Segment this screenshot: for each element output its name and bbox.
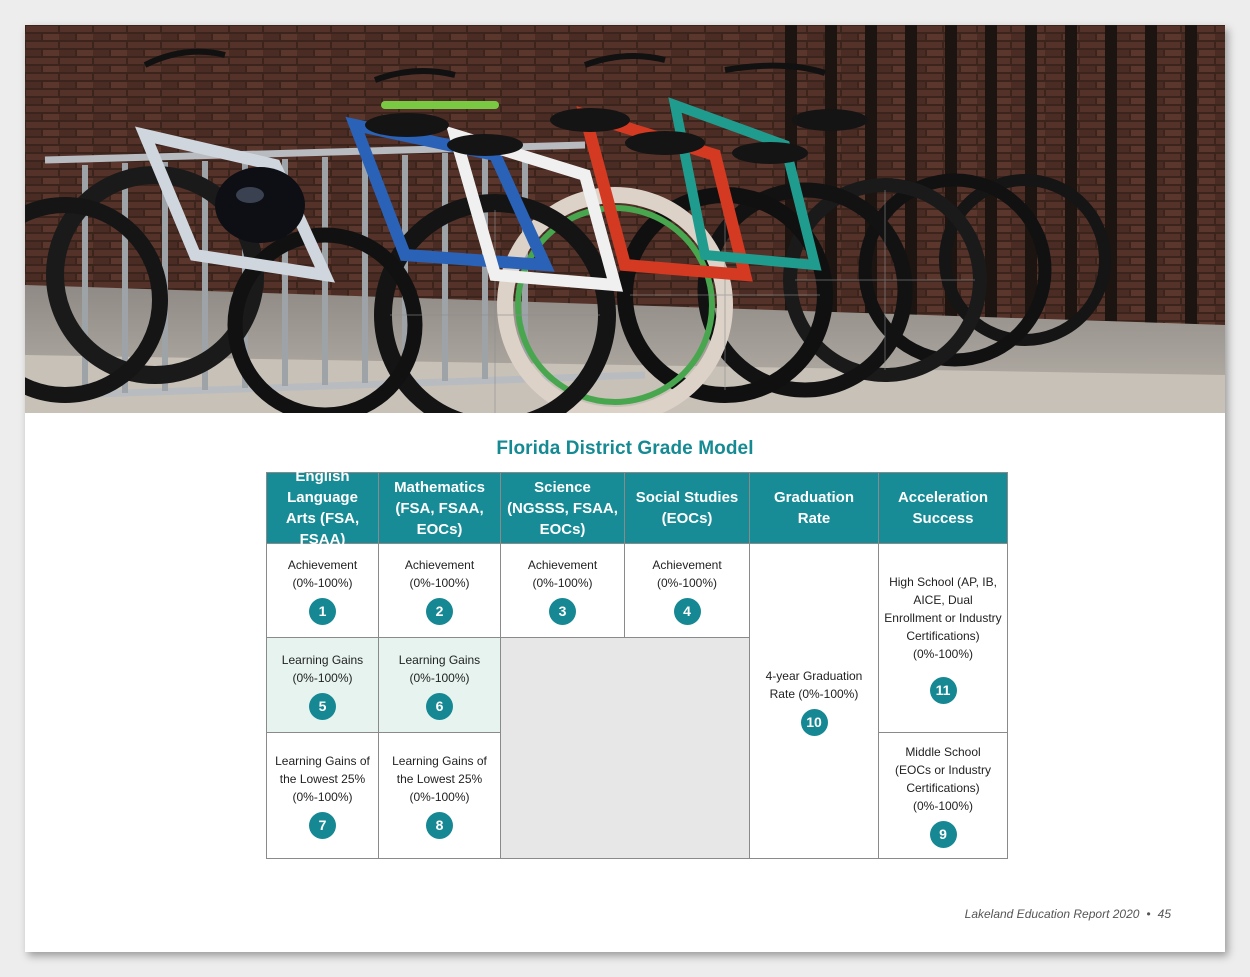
science-achievement-text: Achievement (0%-100%) (527, 558, 598, 590)
high-school-acceleration-cell (879, 544, 1007, 733)
component-number-badge: 3 (549, 598, 576, 625)
science-achievement-cell (501, 544, 625, 638)
high-school-acceleration-text: High School (AP, IB, AICE, Dual Enrollment or Industry Certifications) (0%-100%) (884, 574, 1002, 661)
graduation-rate-cell (750, 544, 879, 858)
ela-lowest-25-text: Learning Gains of the Lowest 25% (0%-100%) (275, 754, 370, 804)
ela-achievement-text: Achievement (0%-100%) (287, 558, 358, 590)
report-page (25, 25, 1225, 952)
component-number-badge: 11 (930, 677, 957, 704)
chart-title: Florida District Grade Model (496, 438, 754, 459)
report-name: Lakeland Education Report 2020 (964, 907, 1140, 921)
component-number-badge: 8 (426, 812, 453, 839)
social-studies-achievement-cell (625, 544, 750, 638)
graduation-rate-text: 4-year Graduation Rate (0%-100%) (765, 668, 863, 701)
component-number-badge: 5 (309, 693, 336, 720)
component-number-badge: 2 (426, 598, 453, 625)
header-science: Science (NGSSS, FSAA, EOCs) (501, 473, 625, 544)
header-ela: English Language Arts (FSA, FSAA) (267, 473, 379, 544)
math-achievement-cell (379, 544, 501, 638)
bicycle-rack-photo (25, 25, 1225, 413)
ela-lowest-25-cell (267, 733, 379, 858)
grade-model-table (266, 468, 1008, 859)
component-number-badge: 4 (674, 598, 701, 625)
header-acceleration: Acceleration Success (879, 473, 1007, 544)
social-studies-achievement-text: Achievement (0%-100%) (652, 558, 722, 590)
footer-separator: • (1146, 907, 1151, 921)
component-number-badge: 10 (801, 709, 828, 736)
component-number-badge: 1 (309, 598, 336, 625)
component-number-badge: 6 (426, 693, 453, 720)
header-math: Mathematics (FSA, FSAA, EOCs) (379, 473, 501, 544)
ela-learning-gains-text: Learning Gains (0%-100%) (281, 652, 364, 685)
math-lowest-25-text: Learning Gains of the Lowest 25% (0%-100%) (392, 754, 487, 804)
empty-gray-area (501, 638, 750, 858)
math-learning-gains-text: Learning Gains (0%-100%) (398, 652, 481, 685)
ela-learning-gains-cell (267, 638, 379, 733)
math-achievement-text: Achievement (0%-100%) (404, 558, 475, 590)
component-number-badge: 7 (309, 812, 336, 839)
math-learning-gains-cell (379, 638, 501, 733)
middle-school-acceleration-text: Middle School (EOCs or Industry Certifications) (0%-100%) (894, 745, 992, 813)
page-number: 45 (1157, 907, 1171, 921)
middle-school-acceleration-cell (879, 733, 1007, 858)
page-footer (965, 907, 1171, 921)
header-social-studies: Social Studies (EOCs) (625, 473, 750, 544)
ela-achievement-cell (267, 544, 379, 638)
math-lowest-25-cell (379, 733, 501, 858)
header-graduation-rate: Graduation Rate (750, 473, 879, 544)
component-number-badge: 9 (930, 821, 957, 848)
